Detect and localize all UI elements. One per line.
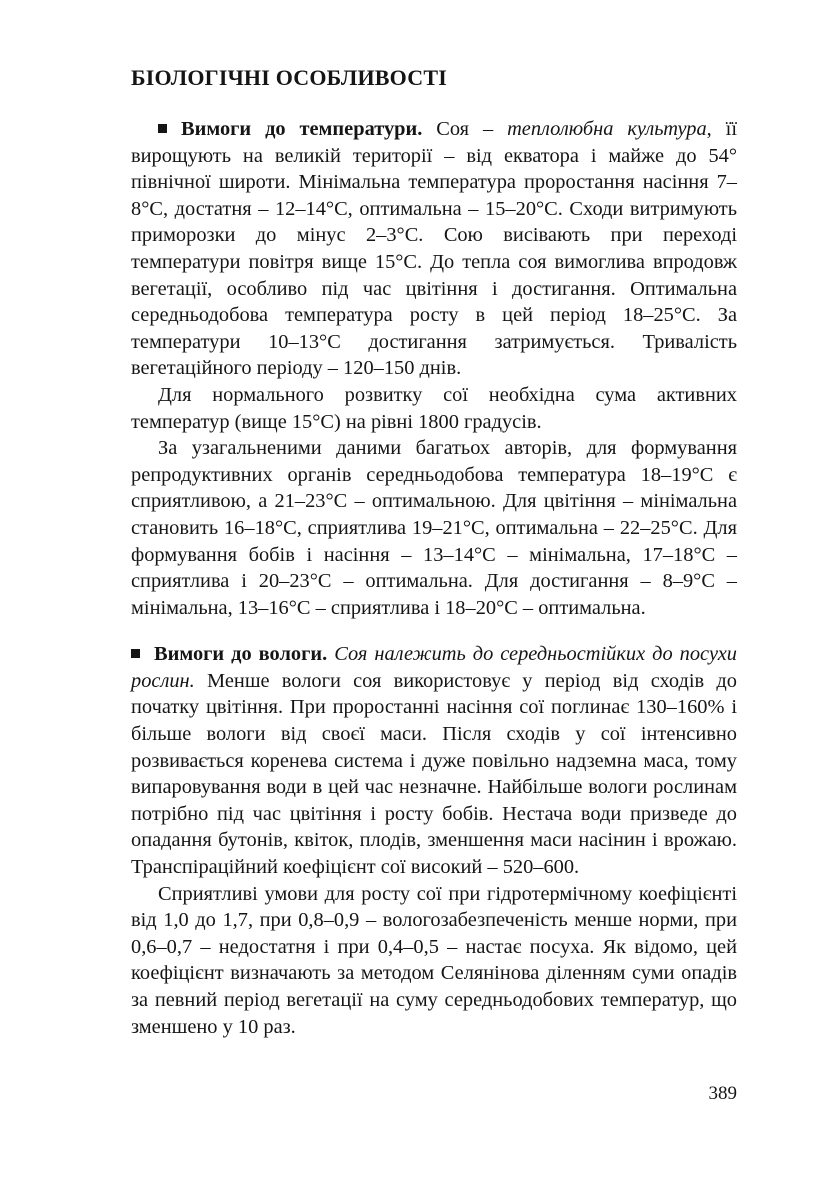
temperature-intro-italic: теплолюбна культура bbox=[507, 118, 707, 140]
section-gap bbox=[131, 621, 737, 641]
active-temperature-paragraph: Для нормального розвитку сої необхідна сума активних температур (вище 15°С) на рівні 1800 градусів. bbox=[131, 383, 737, 433]
moisture-italic: Соя належить до середньостійких до посухи рослин. bbox=[131, 643, 737, 692]
section-heading: БІОЛОГІЧНІ ОСОБЛИВОСТІ bbox=[131, 65, 447, 90]
bullet-square-icon bbox=[131, 649, 140, 658]
page-number: 389 bbox=[708, 1083, 737, 1104]
moisture-body: Менше вологи соя використовує у період від сходів до початку цвітіння. При проростанні насіння сої поглинає 130–160% і більше вологи від своєї маси. Після сходів у сої інтенсивно розвивається коренева система і дуже повільно надземна маса, тому випаровування води в цей час незначне. Найбільше вологи рослинам потрібно під час цвітіння і росту бобів. Нестача води призведе до опадання бутонів, квіток, плодів, зменшення маси насінин і врожаю. Транспіраційний коефіцієнт сої високий – 520–600. bbox=[131, 669, 737, 879]
hydrothermal-paragraph: Сприятливі умови для росту сої при гідротермічному коефіцієнті від 1,0 до 1,7, при 0,8–0,9 – вологозабезпеченість менше норми, при 0,6–0,7 – недостатня і при 0,4–0,5 – настає посуха. Як відомо, цей коефіцієнт визначають за методом Селянінова діленням суми опадів за певний період вегетації на суму середньодобових температур, що зменшено у 10 раз. bbox=[131, 882, 737, 1038]
moisture-lead: Вимоги до вологи. bbox=[154, 643, 328, 666]
temperature-lead: Вимоги до температури. bbox=[181, 118, 423, 140]
temperature-body: , її вирощують на великій території – від екватора і майже до 54° північної широти. Мінімальна температура проростання насіння 7–8°С, достатня – 12–14°С, оптимальна – 15–20°С. Сходи витримують приморозки до мінус 2–3°С. Сою висівають при переході температури повітря вище 15°С. До тепла соя вимоглива впродовж вегетації, особливо під час цвітіння і достигання. Оптимальна середньодобова температура росту в цей період 18–25°С. За температури 10–13°С достигання затримується. Тривалість вегетаційного періоду – 120–150 днів. bbox=[131, 118, 737, 380]
page-content bbox=[131, 64, 737, 1040]
bullet-square-icon bbox=[158, 124, 167, 133]
moisture-paragraph bbox=[131, 641, 737, 880]
temperature-intro: Соя – bbox=[422, 118, 508, 140]
temperature-ranges-paragraph: За узагальненими даними багатьох авторів, для формування репродуктивних органів середньодобова температура 18–19°С є сприятливою, а 21–23°С – оптимальною. Для цвітіння – мінімальна становить 16–18°С, сприятлива 19–21°С, оптимальна – 22–25°С. Для формування бобів і насіння – 13–14°С – мінімальна, 17–18°С – сприятлива і 20–23°С – оптимальна. Для достигання – 8–9°С – мінімальна, 13–16°С – сприятлива і 18–20°С – оптимальна. bbox=[131, 437, 737, 619]
temperature-paragraph bbox=[131, 116, 737, 382]
